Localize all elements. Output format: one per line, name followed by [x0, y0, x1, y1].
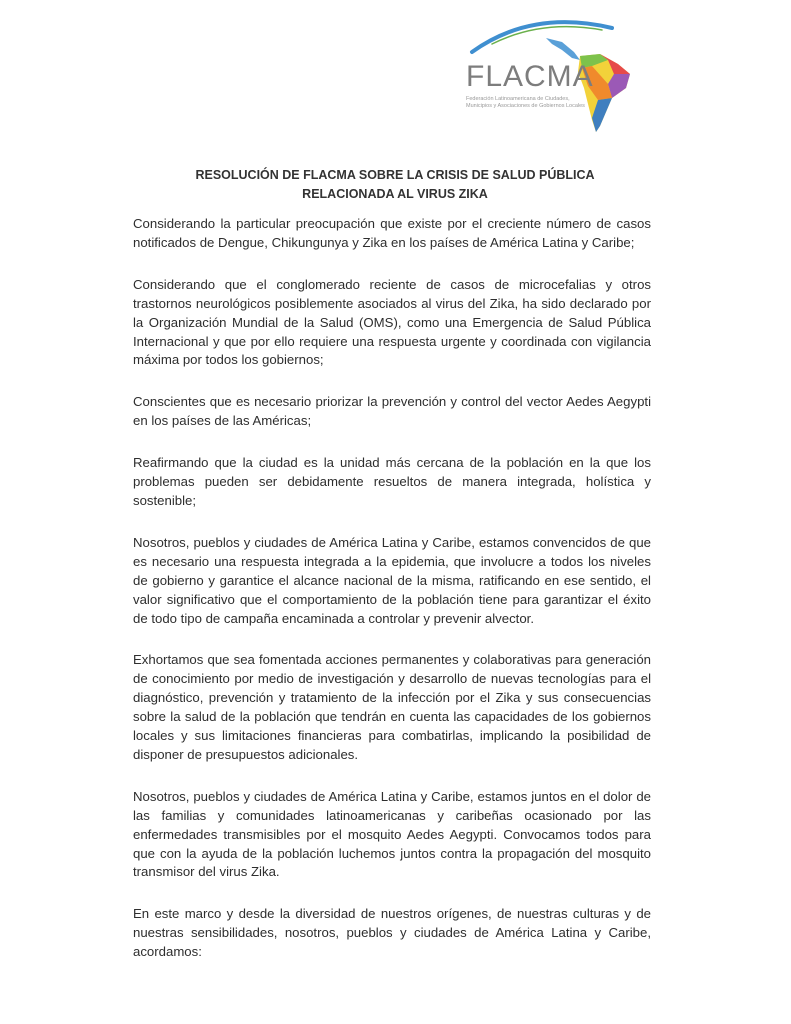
paragraph: En este marco y desde la diversidad de nuestros orígenes, de nuestras culturas y de nuestras sensibilidades, nosotros, pueblos y ciudades de América Latina y Caribe, acordamos:	[133, 906, 651, 960]
paragraph: Exhortamos que sea fomentada acciones permanentes y colaborativas para generación de conocimiento por medio de investigación y desarrollo de nuevas tecnologías para el diagnóstico, prevención y tratamiento de la infección por el Zika y sus consecuencias sobre la salud de la población que tendrán en cuenta las capacidades de los gobiernos locales y sus limitaciones financieras para combatirlas, implicando la posibilidad de disponer de presupuestos adicionales.	[133, 652, 651, 762]
document-title	[150, 166, 640, 204]
flacma-logo	[462, 14, 642, 134]
logo-wordmark: FLACMA	[466, 60, 594, 93]
paragraph: Nosotros, pueblos y ciudades de América Latina y Caribe, estamos convencidos de que es necesario una respuesta integrada a la epidemia, que involucre a todos los niveles de gobierno y garantice el alcance nacional de la misma, ratificando en ese sentido, el valor significativo que el comportamiento de la población tiene para garantizar el éxito de todo tipo de campaña encaminada a controlar y prevenir alvector.	[133, 534, 651, 626]
paragraph: Nosotros, pueblos y ciudades de América Latina y Caribe, estamos juntos en el dolor de las familias y comunidades latinoamericanas y caribeñas ocasionado por las enfermedades transmisibles por el mosquito Aedes Aegypti. Convocamos todos para que con la ayuda de la población luchemos juntos contra la propagación del mosquito transmisor del virus Zika.	[133, 788, 651, 880]
paragraph: Considerando que el conglomerado reciente de casos de microcefalias y otros trastornos neurológicos posiblemente asociados al virus del Zika, ha sido declarado por la Organización Mundial de la Salud (OMS), como una Emergencia de Salud Pública Internacional y que por ello requiere una respuesta urgente y coordinada con vigilancia máxima por todos los gobiernos;	[133, 276, 651, 368]
title-line-1: RESOLUCIÓN DE FLACMA SOBRE LA CRISIS DE SALUD PÚBLICA	[195, 168, 595, 182]
paragraph: Conscientes que es necesario priorizar la prevención y control del vector Aedes Aegypti en los países de las Américas;	[133, 394, 651, 429]
title-line-2: RELACIONADA AL VIRUS ZIKA	[302, 187, 488, 201]
paragraph: Reafirmando que la ciudad es la unidad más cercana de la población en la que los problemas pueden ser debidamente resueltos de manera integrada, holística y sostenible;	[133, 455, 651, 508]
logo-subtitle: Federación Latinoamericana de Ciudades, Municipios y Asociaciones de Gobiernos Locales	[466, 96, 585, 109]
document-body	[133, 215, 651, 985]
paragraph: Considerando la particular preocupación que existe por el creciente número de casos notificados de Dengue, Chikungunya y Zika en los países de América Latina y Caribe;	[133, 216, 651, 250]
